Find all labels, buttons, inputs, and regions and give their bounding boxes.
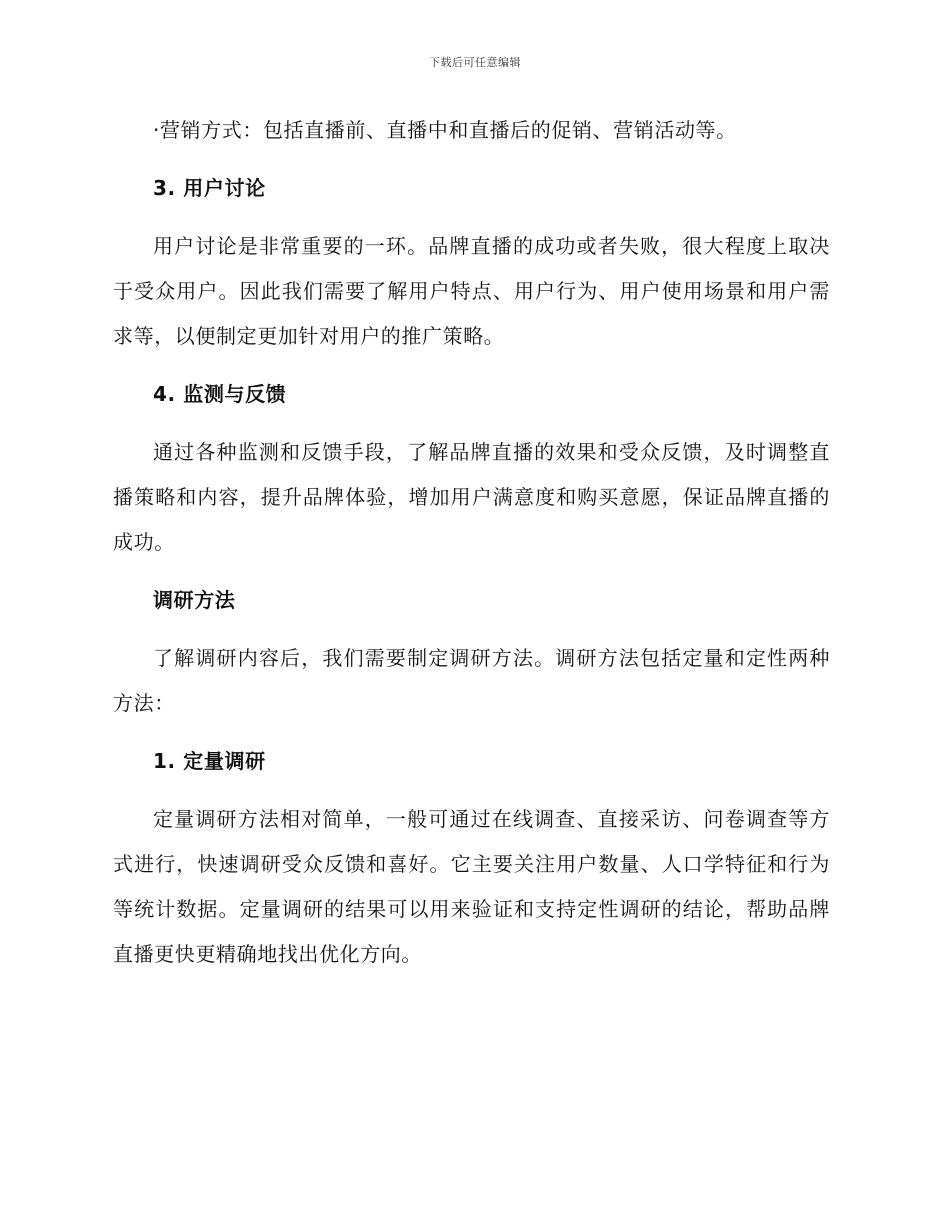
paragraph-quantitative-research: 定量调研方法相对简单，一般可通过在线调查、直接采访、问卷调查等方式进行，快速调研受众反馈和喜好。它主要关注用户数量、人口学特征和行为等统计数据。定量调研的结果可以用来验证和支持定性调研的结论，帮助品牌直播更快更精确地找出优化方向。: [113, 807, 830, 966]
paragraph-marketing-methods: ·营销方式：包括直播前、直播中和直播后的促销、营销活动等。: [153, 118, 737, 142]
paragraph-monitoring-feedback: 通过各种监测和反馈手段，了解品牌直播的效果和受众反馈，及时调整直播策略和内容，提升品牌体验，增加用户满意度和购买意愿，保证品牌直播的成功。: [113, 440, 830, 554]
page-header-note: 下载后可任意编辑: [429, 56, 521, 69]
heading-monitoring-feedback: 4. 监测与反馈: [153, 382, 287, 406]
heading-research-methods: 调研方法: [153, 588, 236, 612]
document-body: [113, 108, 830, 977]
paragraph-user-discussion: 用户讨论是非常重要的一环。品牌直播的成功或者失败，很大程度上取决于受众用户。因此我们需要了解用户特点、用户行为、用户使用场景和用户需求等，以便制定更加针对用户的推广策略。: [113, 234, 830, 348]
heading-quantitative-research: 1. 定量调研: [153, 749, 266, 773]
paragraph-research-methods: 了解调研内容后，我们需要制定调研方法。调研方法包括定量和定性两种方法：: [113, 646, 830, 715]
heading-user-discussion: 3. 用户讨论: [153, 176, 266, 200]
